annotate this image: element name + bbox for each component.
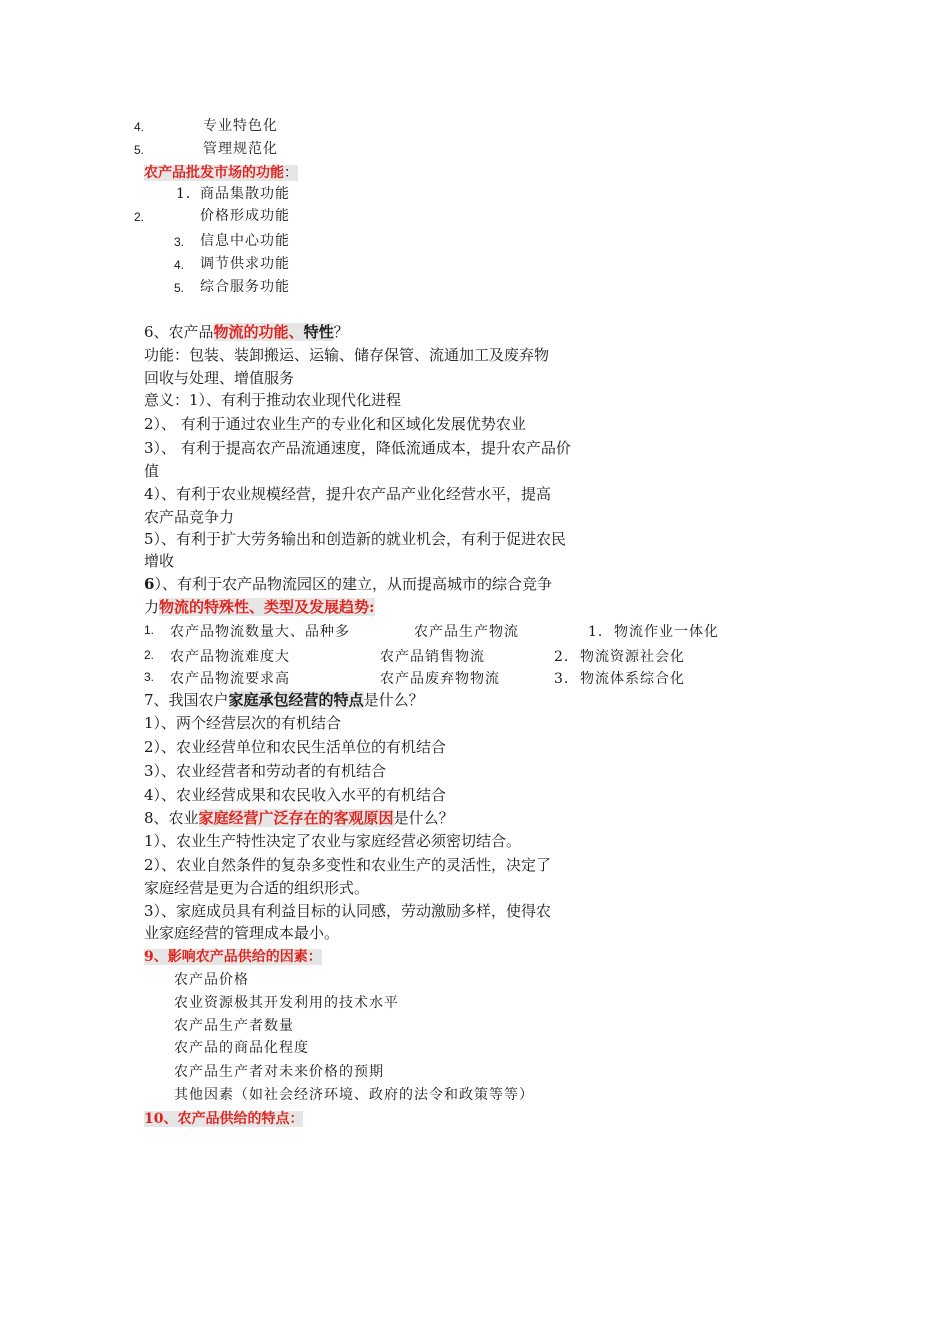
table-cell: 农产品物流难度大 bbox=[170, 649, 290, 665]
q9-heading-text: 9、影响农产品供给的因素： bbox=[144, 949, 322, 965]
list-number: 2. bbox=[134, 210, 145, 224]
q6-line: 回收与处理、增值服务 bbox=[144, 369, 295, 387]
table-cell-number: 1． bbox=[588, 624, 613, 640]
q6-highlight-traits: 特性 bbox=[303, 323, 334, 341]
q8-suffix: 是什么？ bbox=[393, 809, 454, 827]
list-item: 专业特色化 bbox=[203, 118, 278, 134]
list-item: 管理规范化 bbox=[203, 141, 278, 157]
q7-heading bbox=[144, 690, 424, 710]
wholesale-heading-text: 农产品批发市场的功能 bbox=[144, 165, 284, 181]
list-number: 4. bbox=[134, 120, 145, 134]
table-cell: 物流作业一体化 bbox=[614, 624, 719, 640]
table-cell: 农产品物流数量大、品种多 bbox=[170, 624, 350, 640]
q9-item: 农业资源极其开发利用的技术水平 bbox=[174, 995, 399, 1011]
table-row-number: 2. bbox=[144, 648, 155, 662]
list-item: 调节供求功能 bbox=[200, 256, 290, 272]
q6-line: 2）、 有利于通过农业生产的专业化和区域化发展优势农业 bbox=[144, 415, 526, 433]
q6-highlight-functions: 物流的功能 bbox=[213, 323, 289, 341]
q6-special-heading-line bbox=[144, 597, 375, 617]
q6-prefix: 6、农产品 bbox=[144, 323, 214, 341]
q7-highlight: 家庭承包经营的特点 bbox=[228, 691, 364, 709]
q7-line: 1）、两个经营层次的有机结合 bbox=[144, 714, 342, 732]
table-cell-number: 3． bbox=[554, 671, 579, 687]
q7-line: 3）、农业经营者和劳动者的有机结合 bbox=[144, 762, 387, 780]
q6-last-number: 6 bbox=[144, 575, 155, 593]
q8-line: 业家庭经营的管理成本最小。 bbox=[144, 924, 340, 942]
q9-item: 农产品的商品化程度 bbox=[174, 1040, 309, 1056]
table-cell: 农产品生产物流 bbox=[414, 624, 519, 640]
list-item: 价格形成功能 bbox=[200, 208, 290, 224]
q6-line: 5）、有利于扩大劳务输出和创造新的就业机会，有利于促进农民 bbox=[144, 530, 567, 548]
table-cell: 物流体系综合化 bbox=[580, 671, 685, 687]
wholesale-heading bbox=[144, 162, 298, 183]
q6-line: 4）、有利于农业规模经营，提升农产品产业化经营水平，提高 bbox=[144, 485, 552, 503]
q9-item: 农产品生产者对未来价格的预期 bbox=[174, 1064, 384, 1080]
q6-line: 值 bbox=[144, 462, 160, 480]
list-number: 3. bbox=[174, 235, 185, 249]
q8-prefix: 8、农业 bbox=[144, 809, 199, 827]
q10-heading-text: 10、农产品供给的特点： bbox=[144, 1111, 304, 1127]
q6-separator: 、 bbox=[288, 323, 304, 341]
q8-line: 家庭经营是更为合适的组织形式。 bbox=[144, 879, 370, 897]
list-item: 商品集散功能 bbox=[200, 186, 290, 202]
q6-line: 增收 bbox=[144, 552, 175, 570]
q6-last-text: ）、有利于农产品物流园区的建立，从而提高城市的综合竞争 bbox=[154, 575, 552, 593]
q8-line: 1）、农业生产特性决定了农业与家庭经营必须密切结合。 bbox=[144, 832, 522, 850]
table-row-number: 3. bbox=[144, 670, 155, 684]
q6-line: 3）、 有利于提高农产品流通速度，降低流通成本，提升农产品价 bbox=[144, 439, 571, 457]
logistics-special-heading: 物流的特殊性、类型及发展趋势: bbox=[159, 598, 375, 616]
list-number: 5. bbox=[174, 281, 185, 295]
list-number: 1． bbox=[176, 186, 201, 202]
q9-item: 农产品价格 bbox=[174, 972, 249, 988]
list-number: 4. bbox=[174, 258, 185, 272]
q9-item: 农产品生产者数量 bbox=[174, 1018, 294, 1034]
table-cell-number: 2． bbox=[554, 649, 579, 665]
table-cell: 农产品物流要求高 bbox=[170, 671, 290, 687]
q6-line: 功能：包装、装卸搬运、运输、储存保管、流通加工及废弃物 bbox=[144, 346, 550, 364]
table-cell: 农产品废弃物物流 bbox=[380, 671, 500, 687]
list-number: 5. bbox=[134, 143, 145, 157]
q7-suffix: 是什么？ bbox=[363, 691, 424, 709]
q6-line: 农产品竞争力 bbox=[144, 508, 235, 526]
wholesale-heading-colon: ： bbox=[284, 165, 298, 181]
q9-item: 其他因素（如社会经济环境、政府的法令和政策等等） bbox=[174, 1087, 534, 1103]
q6-heading bbox=[144, 322, 349, 342]
list-item: 综合服务功能 bbox=[200, 279, 290, 295]
q6-suffix: ？ bbox=[333, 323, 349, 341]
q7-line: 2）、农业经营单位和农民生活单位的有机结合 bbox=[144, 738, 447, 756]
q10-heading bbox=[144, 1108, 303, 1129]
q7-prefix: 7、我国农户 bbox=[144, 691, 229, 709]
list-item: 信息中心功能 bbox=[200, 233, 290, 249]
q9-heading bbox=[144, 946, 322, 967]
q8-heading bbox=[144, 808, 454, 828]
q8-line: 2）、农业自然条件的复杂多变性和农业生产的灵活性，决定了 bbox=[144, 856, 552, 874]
table-row-number: 1. bbox=[144, 623, 155, 637]
q6-line bbox=[144, 574, 552, 594]
table-cell: 农产品销售物流 bbox=[380, 649, 485, 665]
table-cell: 物流资源社会化 bbox=[580, 649, 685, 665]
q7-line: 4）、农业经营成果和农民收入水平的有机结合 bbox=[144, 786, 447, 804]
q6-last-tail: 力 bbox=[144, 598, 160, 616]
q8-line: 3）、家庭成员具有利益目标的认同感，劳动激励多样，使得农 bbox=[144, 902, 552, 920]
q6-line: 意义：1）、有利于推动农业现代化进程 bbox=[144, 391, 402, 409]
q8-highlight: 家庭经营广泛存在的客观原因 bbox=[198, 809, 394, 827]
